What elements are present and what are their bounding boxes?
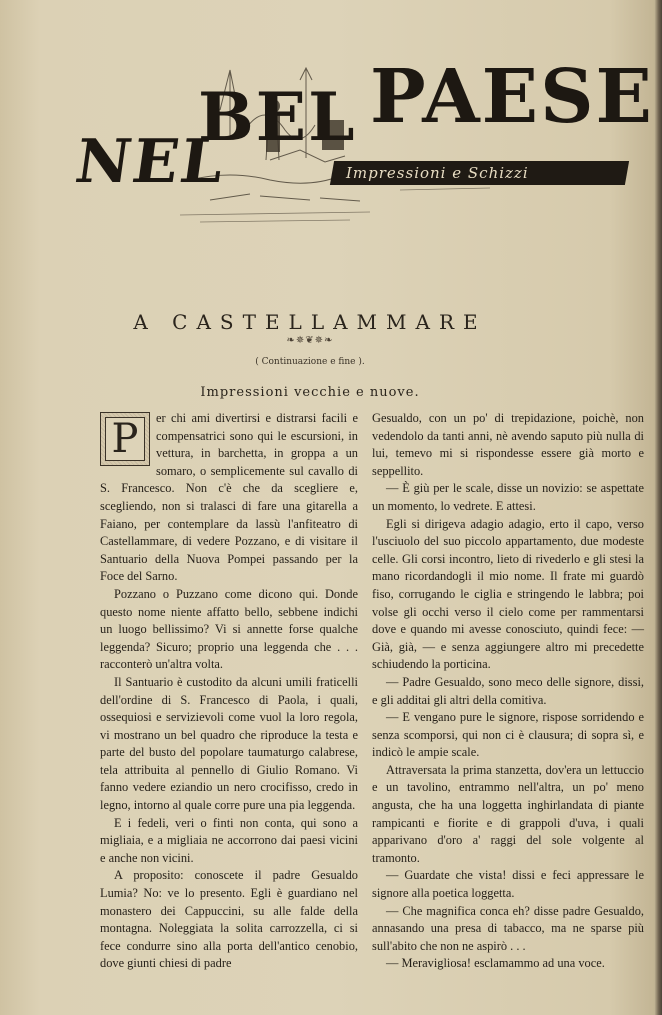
article-subheading: Impressioni vecchie e nuove. xyxy=(200,385,420,400)
paragraph: — Che magnifica conca eh? disse padre Gesualdo, annasando una presa di tabacco, ma ne sparse più sull'abito che non ne aspirò . . . xyxy=(372,903,644,953)
paragraph: er chi ami divertirsi e distrarsi facili e compensatrici sono qui le escursioni, in vettura, in barchetta, in groppa a un somaro, o semplicemente sul cavallo di S. Francesco. Non c'è che da scegliere e, scegliendo, non si tralasci di fare una gitarella a Faiano, per contemplare da lassù l'anfiteatro di Castellammare, di vedere Pozzano, e di visitare il Santuario della Nuova Pompei passando per la Foce del Sarno. xyxy=(100,411,358,584)
masthead-word-nel: NEL xyxy=(71,127,230,197)
page-edge-shadow xyxy=(654,0,662,1015)
paragraph: Il Santuario è custodito da alcuni umili fraticelli dell'ordine di S. Francesco di Paola, i quali, ossequiosi e servizievoli come vuol la loro regola, vi mostrano un bel quadro che riproduce la testa e parte del busto del popolare taumaturgo calabrese, tela attribuita al pennello di Giulio Romano. Vi fanno vedere eziandio un nero crocifisso, credo in legno, intorno al quale corre pure una pia leggenda. xyxy=(100,674,358,813)
continuation-note: ( Continuazione e fine ). xyxy=(255,357,365,367)
drop-cap-letter: P xyxy=(105,417,145,461)
left-column xyxy=(100,410,358,973)
masthead-word-paese: PAESE xyxy=(370,54,654,140)
paragraph: Attraversata la prima stanzetta, dov'era un lettuccio e un tavolino, entrammo nell'altra, un po' meno angusta, che ha una loggetta inghirlandata di piante rampicanti e fiorite e di grappoli d'uva, i quali apparivano d'oro a' raggi del sole volgente al tramonto. xyxy=(372,762,644,865)
paragraph: A proposito: conoscete il padre Gesualdo Lumia? No: ve lo presento. Egli è guardiano nel monastero dei Cappuccini, su alle falde della montagna. Noleggiata la solita carrozzella, ci si fece condurre sino alla porta dell'antico cenobio, dove giunti chiesi di padre xyxy=(100,868,358,971)
paragraph: — E vengano pure le signore, rispose sorridendo e senza scomporsi, qui non ci è clausura; di sopra sì, e indicò le ampie scale. xyxy=(372,710,644,760)
paragraph: — Padre Gesualdo, sono meco delle signore, dissi, e gli additai gli altri della comitiva. xyxy=(372,674,644,707)
paragraph: E i fedeli, veri o finti non conta, qui sono a migliaia, e a migliaia ne accorrono dai paesi vicini e anche non vicini. xyxy=(100,815,358,865)
paragraph: — Guardate che vista! dissi e feci appressare le signore alla poetica loggetta. xyxy=(372,868,644,901)
paragraph: Pozzano o Puzzano come dicono qui. Donde questo nome niente affatto bello, sebbene indichi un luogo bellissimo? Vi si annette forse qualche leggenda? Sicuro; proprio una leggenda che . . . racconterò un'altra volta. xyxy=(100,586,358,672)
ornament-fleuron: ❧✵❦✵❧ xyxy=(286,335,334,346)
right-column xyxy=(372,410,644,973)
paragraph: Egli si dirigeva adagio adagio, erto il capo, verso l'usciuolo del suo piccolo appartamento, due modeste celle. Gli corsi incontro, lieto di rivederlo e gli stesi la mano ricordandogli il mio nome. Il frate mi guardò fiso, corrugando le ciglia e stringendo le labbra; poi volse gli occhi verso il cielo come per rammentarsi dove e quando mi avesse conosciuto, quindi fece: — Già, già, — e senza aggiungere altro mi precedette schiudendo la porticina. xyxy=(372,516,644,672)
masthead-word-bel: BEL xyxy=(198,78,357,156)
masthead-subtitle: Impressioni e Schizzi xyxy=(346,164,529,182)
article-title: A CASTELLAMMARE xyxy=(133,310,487,334)
paragraph: Gesualdo, con un po' di trepidazione, poichè, non vedendolo da tanti anni, nè avendo saputo più nulla di lui, temevo mi si rispondesse essere già morto e seppellito. xyxy=(372,411,644,478)
paragraph: — Meravigliosa! esclamammo ad una voce. xyxy=(386,956,605,971)
masthead xyxy=(70,40,654,240)
paragraph: — È giù per le scale, disse un novizio: se aspettate un momento, lo vedrete. E attesi. xyxy=(372,481,644,513)
drop-cap xyxy=(100,412,150,466)
